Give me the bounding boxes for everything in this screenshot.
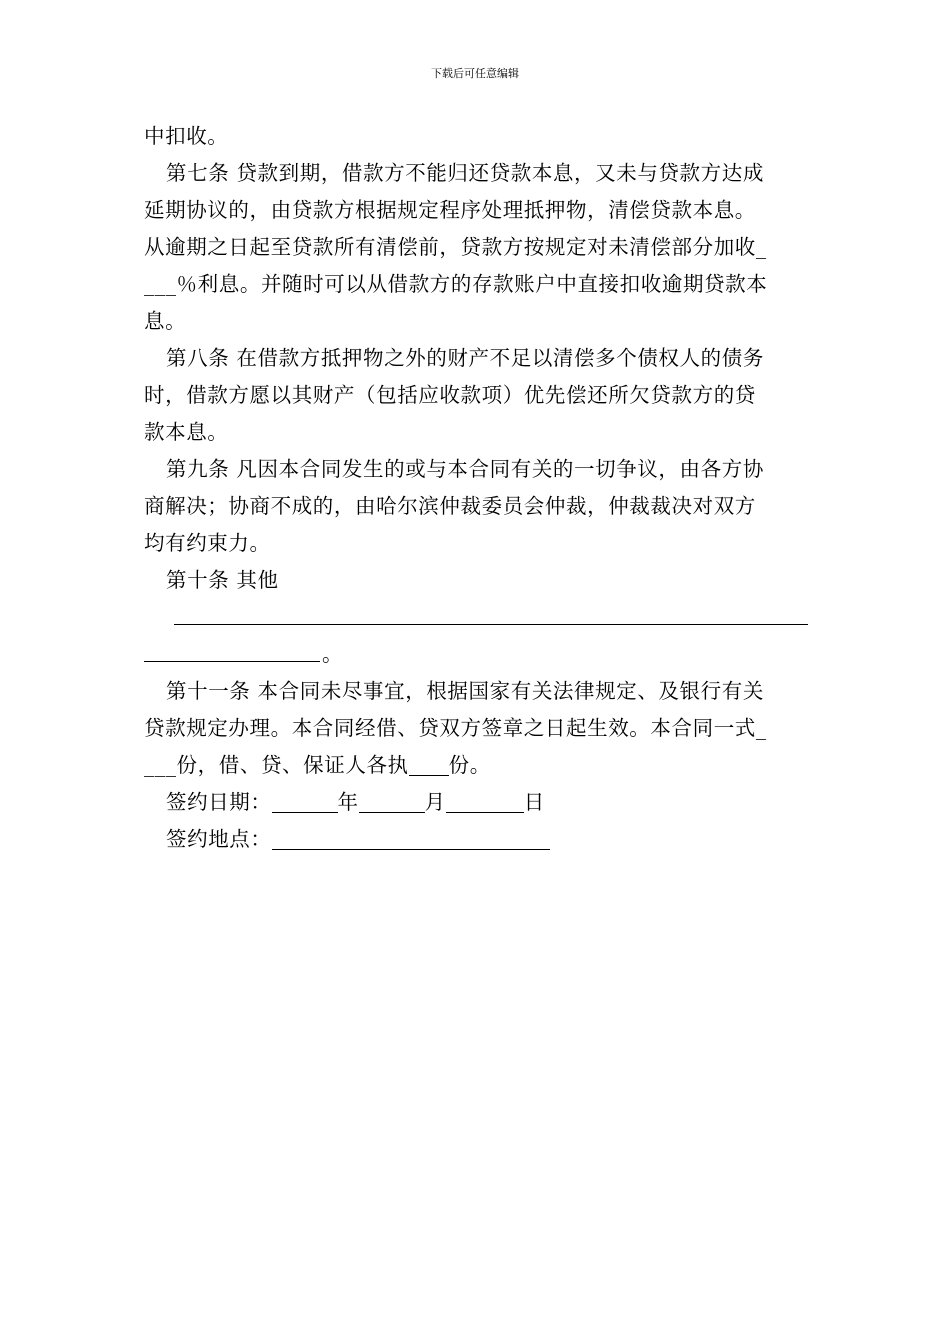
text-line: 贷款规定办理。本合同经借、贷双方签章之日起生效。本合同一式_ bbox=[144, 716, 767, 740]
signing-date-line bbox=[144, 784, 808, 821]
blank-line bbox=[144, 599, 808, 636]
article-10-line: 第十条 其他 bbox=[166, 568, 279, 592]
page-header: 下载后可任意编辑 bbox=[431, 67, 519, 80]
text-line bbox=[144, 747, 808, 784]
text-line: 中扣收。 bbox=[144, 124, 229, 148]
article-7-line: 第七条 贷款到期，借款方不能归还贷款本息，又未与贷款方达成 bbox=[166, 161, 764, 185]
line-end-mark: 。 bbox=[322, 642, 344, 666]
place-blank bbox=[272, 827, 550, 850]
text-line: 从逾期之日起至贷款所有清偿前，贷款方按规定对未清偿部分加收_ bbox=[144, 235, 767, 259]
month-blank bbox=[359, 790, 425, 813]
blank-rule bbox=[144, 661, 320, 662]
article-9-line: 第九条 凡因本合同发生的或与本合同有关的一切争议，由各方协 bbox=[166, 457, 764, 481]
text-line: 时，借款方愿以其财产（包括应收款项）优先偿还所欠贷款方的贷 bbox=[144, 383, 756, 407]
copies-blank bbox=[409, 753, 449, 776]
text-line: 延期协议的，由贷款方根据规定程序处理抵押物，清偿贷款本息。 bbox=[144, 198, 756, 222]
blank-rule bbox=[174, 624, 808, 625]
year-label: 年 bbox=[337, 790, 359, 814]
blank-line bbox=[144, 636, 808, 673]
signing-date-label: 签约日期： bbox=[166, 790, 272, 814]
article-11-line: 第十一条 本合同未尽事宜，根据国家有关法律规定、及银行有关 bbox=[166, 679, 764, 703]
text-line: 息。 bbox=[144, 309, 187, 333]
signing-place-line bbox=[144, 821, 808, 858]
text-line: 款本息。 bbox=[144, 420, 229, 444]
contract-body bbox=[144, 118, 808, 858]
article-8-line: 第八条 在借款方抵押物之外的财产不足以清偿多个债权人的债务 bbox=[166, 346, 764, 370]
year-blank bbox=[272, 790, 338, 813]
signing-place-label: 签约地点： bbox=[166, 827, 272, 851]
day-label: 日 bbox=[523, 790, 545, 814]
copies-end-text: 份。 bbox=[448, 753, 491, 777]
text-line: 均有约束力。 bbox=[144, 531, 271, 555]
copies-text: ___份，借、贷、保证人各执 bbox=[144, 753, 409, 777]
text-line: 商解决；协商不成的，由哈尔滨仲裁委员会仲裁，仲裁裁决对双方 bbox=[144, 494, 756, 518]
day-blank bbox=[446, 790, 524, 813]
month-label: 月 bbox=[424, 790, 446, 814]
text-line: ___％利息。并随时可以从借款方的存款账户中直接扣收逾期贷款本 bbox=[144, 272, 768, 296]
